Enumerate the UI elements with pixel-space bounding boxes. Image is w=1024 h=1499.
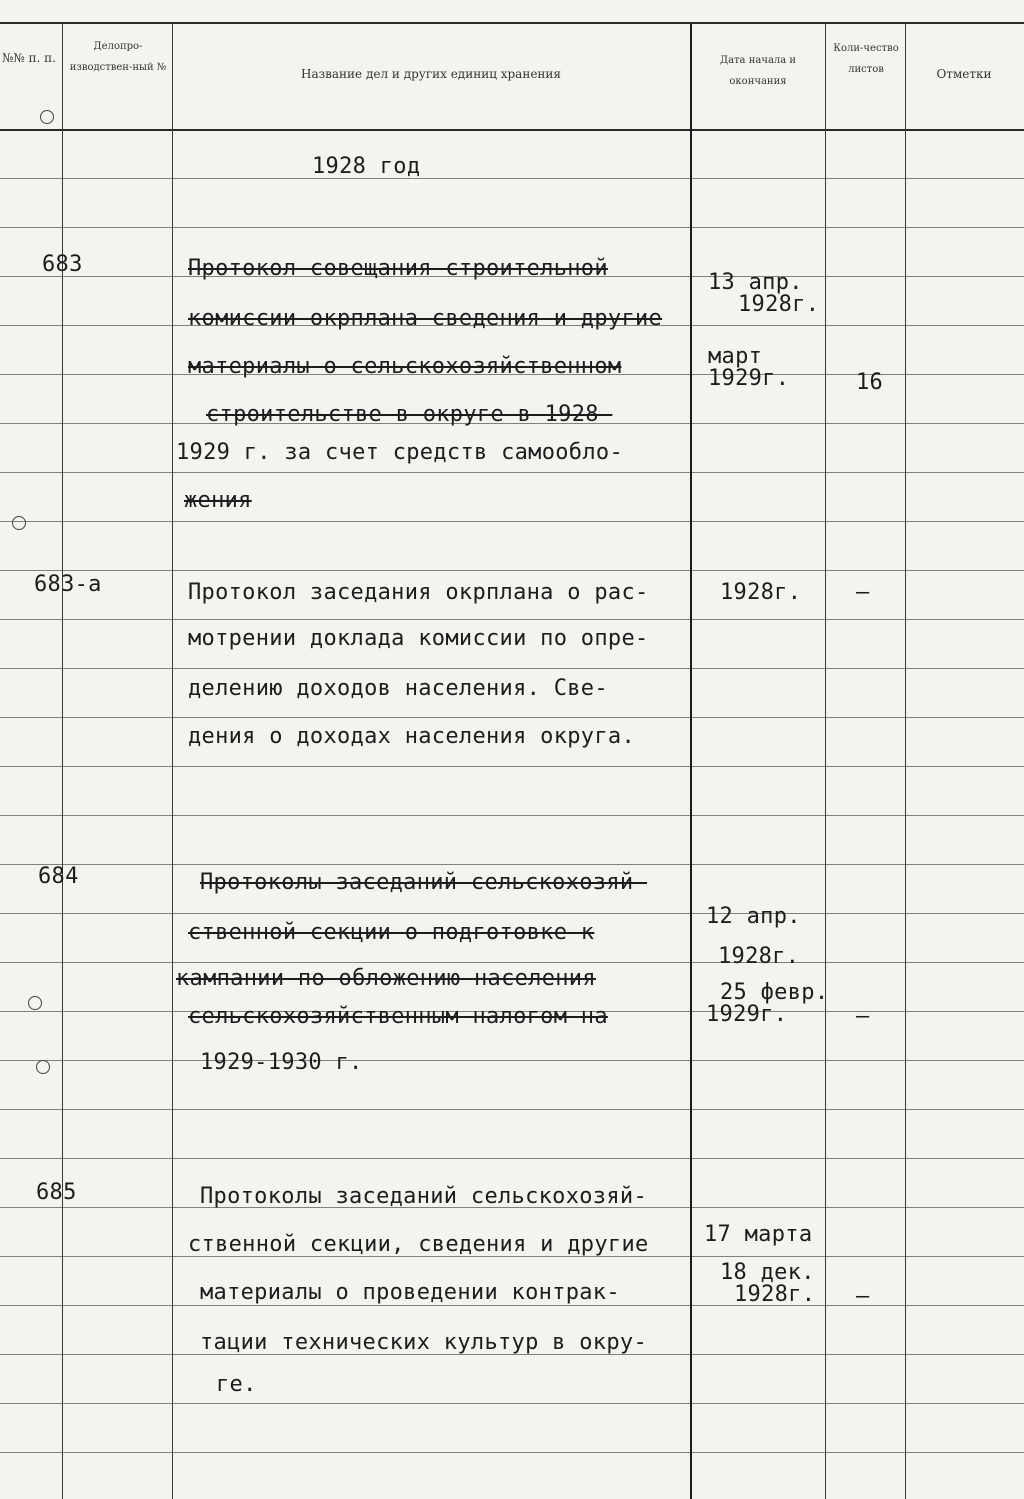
ruled-line xyxy=(0,913,1024,914)
record-title-line: комиссии окрплана сведения и другие xyxy=(188,306,663,331)
record-title-line: Протокол заседания окрплана о рас- xyxy=(188,580,649,605)
ruled-line xyxy=(0,227,1024,228)
record-date: 13 апр. xyxy=(708,270,803,295)
record-title-line: тации технических культур в окру- xyxy=(200,1330,647,1355)
record-title-line: дения о доходах населения округа. xyxy=(188,724,635,749)
ruled-line xyxy=(0,766,1024,767)
ruled-line xyxy=(0,1305,1024,1306)
record-title-line: ственной секции, сведения и другие xyxy=(188,1232,649,1257)
header-col-notes: Отметки xyxy=(936,67,992,81)
ruled-line xyxy=(0,1158,1024,1159)
header-bottom-border xyxy=(0,129,1024,131)
column-divider xyxy=(62,24,63,1499)
record-title-line: Протоколы заседаний сельскохозяй- xyxy=(200,870,647,895)
record-date: 17 марта xyxy=(704,1222,813,1247)
column-divider xyxy=(172,24,173,1499)
record-sheets: – xyxy=(856,1004,870,1029)
header-col-office-num: Делопро-изводствен-ный № xyxy=(69,41,167,73)
record-title-line: Протокол совещания строительной xyxy=(188,256,608,281)
ruled-line xyxy=(0,1060,1024,1061)
record-date: март xyxy=(708,344,763,369)
ruled-line xyxy=(0,178,1024,179)
ruled-line xyxy=(0,864,1024,865)
top-border xyxy=(0,22,1024,24)
record-title-line: мотрении доклада комиссии по опре- xyxy=(188,626,649,651)
record-date: 1928г. xyxy=(734,1282,816,1307)
column-divider xyxy=(690,24,692,1499)
record-title-line: строительстве в округе в 1928- xyxy=(206,402,613,427)
record-title-line: материалы о сельскохозяйственном xyxy=(188,354,622,379)
record-title-line: 1929-1930 г. xyxy=(200,1050,363,1075)
header-col-sheets: Коли-чество листов xyxy=(833,43,899,75)
record-title-line: делению доходов населения. Све- xyxy=(188,676,608,701)
record-title-line: ственной секции о подготовке к xyxy=(188,920,595,945)
record-number: 683-а xyxy=(34,572,102,597)
record-title-line: Протоколы заседаний сельскохозяй- xyxy=(200,1184,647,1209)
record-date: 1929г. xyxy=(708,366,790,391)
ruled-line xyxy=(0,815,1024,816)
ruled-line xyxy=(0,472,1024,473)
column-divider xyxy=(905,24,906,1499)
record-title-line: материалы о проведении контрак- xyxy=(200,1280,620,1305)
record-title-line: сельскохозяйственным налогом на xyxy=(188,1004,608,1029)
record-date: 1928г. xyxy=(720,580,802,605)
ruled-line xyxy=(0,962,1024,963)
ruled-line xyxy=(0,1452,1024,1453)
record-date: 1928г. xyxy=(718,944,800,969)
record-date: 1928г. xyxy=(738,292,820,317)
record-date: 25 февр. xyxy=(720,980,829,1005)
ruled-line xyxy=(0,570,1024,571)
record-date: 12 апр. xyxy=(706,904,801,929)
record-number: 685 xyxy=(36,1180,77,1205)
ruled-line xyxy=(0,1109,1024,1110)
punch-hole xyxy=(12,516,26,530)
record-title-line: ге. xyxy=(216,1372,257,1397)
record-title-line: жения xyxy=(184,488,252,513)
year-heading: 1928 год xyxy=(312,154,421,179)
record-title-line: кампании по обложению населения xyxy=(176,966,596,991)
record-sheets: – xyxy=(856,1284,870,1309)
ruled-line xyxy=(0,717,1024,718)
record-title-line: 1929 г. за счет средств самообло- xyxy=(176,440,623,465)
ruled-line xyxy=(0,619,1024,620)
record-number: 684 xyxy=(38,864,79,889)
punch-hole xyxy=(40,110,54,124)
header-col-num: №№ п. п. xyxy=(2,51,56,65)
record-sheets: 16 xyxy=(856,370,884,395)
ruled-line xyxy=(0,668,1024,669)
ruled-line xyxy=(0,521,1024,522)
ruled-line xyxy=(0,1403,1024,1404)
punch-hole xyxy=(36,1060,50,1074)
record-number: 683 xyxy=(42,252,83,277)
record-date: 1929г. xyxy=(706,1002,788,1027)
header-col-dates: Дата начала и окончания xyxy=(719,55,797,87)
record-date: 18 дек. xyxy=(720,1260,815,1285)
header-col-title: Название дел и других единиц хранения xyxy=(300,67,561,81)
record-sheets: – xyxy=(856,580,870,605)
column-divider xyxy=(825,24,826,1499)
punch-hole xyxy=(28,996,42,1010)
